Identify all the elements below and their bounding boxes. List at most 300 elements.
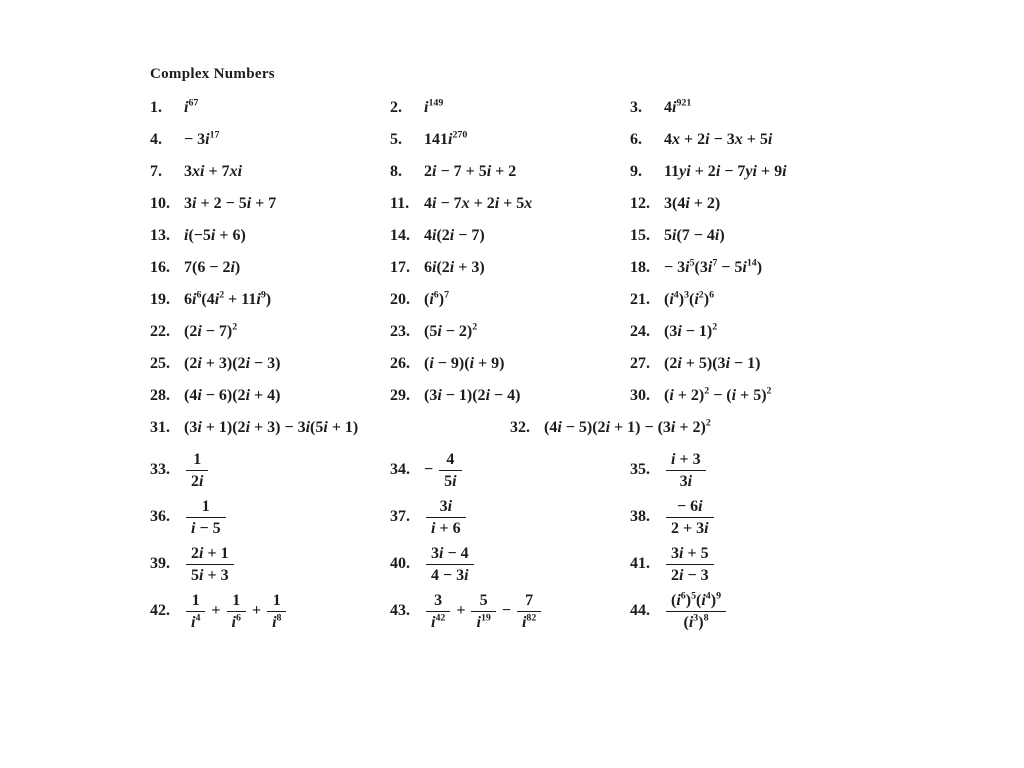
- problem-expression: $(3i - 1)^2$: [664, 321, 718, 340]
- fraction-numerator: i + 3: [671, 450, 701, 468]
- problem-row: [150, 543, 870, 585]
- problem-expression: $(5i - 2)^2$: [424, 321, 478, 340]
- problem-expression: 3i + 2 − 5i + 7: [184, 194, 277, 212]
- problem-item: [390, 323, 630, 341]
- exponent: 42: [435, 612, 446, 624]
- exponent: 921: [676, 97, 692, 109]
- problem-number: 23.: [390, 322, 410, 340]
- fraction-numerator: 3i: [439, 497, 453, 515]
- variable: x: [734, 130, 743, 148]
- problem-number: 43.: [390, 602, 410, 619]
- problem-expression: [424, 99, 443, 117]
- problem-item: [150, 544, 390, 585]
- exponent: 9: [260, 289, 266, 301]
- fraction: [186, 591, 205, 632]
- problem-number: 17.: [390, 258, 410, 276]
- fraction-numerator: 1: [232, 591, 241, 609]
- variable: i: [205, 130, 210, 148]
- variable: i: [246, 194, 252, 212]
- variable: i: [431, 519, 436, 537]
- problem-row: [150, 289, 870, 310]
- problem-number: 29.: [390, 386, 410, 404]
- problem-item: [510, 419, 870, 437]
- problem-number: 44.: [630, 602, 650, 619]
- variable: i: [210, 226, 216, 244]
- problem-number: 16.: [150, 258, 170, 276]
- exponent: 2: [704, 385, 710, 397]
- problem-expression: [184, 99, 198, 117]
- fraction-numerator: 1: [272, 591, 281, 609]
- exponent: 8: [703, 612, 709, 624]
- exponent: 2: [219, 289, 225, 301]
- problem-cell: [150, 419, 510, 437]
- problem-expression: (3i − 1)(2i − 4): [424, 386, 521, 404]
- fraction: [517, 591, 541, 632]
- problem-cell: [630, 450, 870, 491]
- problem-expression: [664, 450, 708, 491]
- problem-cell: [390, 387, 630, 405]
- problem-cell: [150, 99, 390, 117]
- problem-expression: $6i^6(4i^2 + 11i^9)$: [184, 289, 272, 308]
- variable: i: [687, 472, 693, 490]
- problem-item: [150, 227, 390, 245]
- variable: i: [191, 519, 196, 537]
- exponent: 4: [705, 590, 711, 602]
- problem-row: [150, 353, 870, 374]
- variable: i: [199, 472, 204, 490]
- fraction-numerator: 2i + 1: [191, 544, 229, 562]
- problem-cell: [390, 195, 630, 213]
- problem-expression: − $\frac{4}{5i}$: [424, 450, 464, 491]
- problem-number: 34.: [390, 461, 410, 478]
- exponent: 9: [716, 590, 722, 602]
- problem-number: 20.: [390, 290, 410, 308]
- fraction: [426, 544, 474, 585]
- problem-expression: [184, 544, 236, 585]
- variable: i: [245, 418, 251, 436]
- variable: x: [461, 194, 470, 212]
- problem-cell: [150, 131, 390, 149]
- problem-row: [150, 496, 870, 538]
- problem-number: 12.: [630, 194, 650, 212]
- problem-number: 33.: [150, 461, 170, 478]
- variable: i: [272, 613, 277, 631]
- problem-number: 5.: [390, 130, 402, 148]
- problem-cell: [390, 497, 630, 538]
- problem-item: [150, 323, 390, 341]
- variable: y: [745, 162, 753, 180]
- exponent: 2: [712, 321, 718, 333]
- variable: i: [231, 613, 236, 631]
- variable: i: [707, 258, 713, 276]
- problem-row: [150, 449, 870, 491]
- fraction-numerator: − 6i: [677, 497, 703, 515]
- problem-row: [150, 225, 870, 246]
- fraction-denominator: [426, 611, 450, 632]
- problem-cell: [150, 450, 390, 491]
- variable: i: [256, 290, 261, 308]
- exponent: 17: [209, 129, 220, 141]
- problem-number: 26.: [390, 354, 410, 372]
- problem-number: 37.: [390, 508, 410, 525]
- problem-number: 30.: [630, 386, 650, 404]
- problem-expression: 2i − 7 + 5i + 2: [424, 162, 517, 180]
- problem-item: [390, 227, 630, 245]
- problem-cell: [390, 259, 630, 277]
- problem-expression: $(i^4)^3(i^2)^6$: [664, 289, 715, 308]
- variable: i: [752, 162, 757, 180]
- problem-expression: 3(4i + 2): [664, 194, 721, 212]
- problem-item: [390, 450, 630, 491]
- fraction-numerator: 3i − 4: [431, 544, 469, 562]
- problem-number: 14.: [390, 226, 410, 244]
- variable: i: [439, 544, 444, 562]
- exponent: 14: [746, 257, 757, 269]
- exponent: 7: [444, 289, 450, 301]
- variable: i: [245, 354, 251, 372]
- exponent: 3: [684, 289, 690, 301]
- exponent: 270: [452, 129, 468, 141]
- problem-cell: [390, 131, 630, 149]
- problem-item: [630, 195, 870, 213]
- variable: i: [429, 290, 434, 308]
- fraction-denominator: 5i: [439, 470, 461, 491]
- problem-number: 22.: [150, 322, 170, 340]
- variable: y: [679, 162, 687, 180]
- fraction: [426, 497, 466, 538]
- problem-expression: 4i − 7x + 2i + 5x: [424, 194, 533, 212]
- problem-number: 39.: [150, 555, 170, 572]
- problem-item: [150, 355, 390, 373]
- problem-expression: $141i^{270}$: [424, 129, 468, 148]
- fraction-denominator: [267, 611, 286, 632]
- problem-expression: (2i + 5)(3i − 1): [664, 354, 761, 372]
- problem-cell: [150, 291, 390, 309]
- variable: i: [245, 386, 251, 404]
- variable: i: [672, 226, 677, 244]
- fraction-denominator: 2i: [186, 470, 208, 491]
- problem-expression: 11yi + 2i − 7yi + 9i: [664, 162, 787, 180]
- problem-item: [630, 544, 870, 585]
- variable: i: [448, 130, 453, 148]
- problem-item: [150, 591, 390, 632]
- variable: i: [197, 418, 202, 436]
- worksheet-page: [150, 66, 870, 637]
- problem-expression: (2i + 3)(2i − 3): [184, 354, 281, 372]
- variable: i: [200, 162, 205, 180]
- problem-cell: [390, 450, 630, 491]
- variable: i: [685, 194, 690, 212]
- fraction-denominator: i + 6: [426, 517, 466, 538]
- problem-number: 28.: [150, 386, 170, 404]
- fraction-denominator: $(i^3)^8$: [666, 611, 726, 632]
- problem-expression: i(−5i + 6): [184, 226, 246, 244]
- variable: i: [230, 258, 235, 276]
- problem-cell: [150, 355, 390, 373]
- problem-cell: [150, 163, 390, 181]
- problem-item: [390, 387, 630, 405]
- exponent: 3: [693, 612, 699, 624]
- variable: i: [464, 566, 469, 584]
- problem-item: [150, 387, 390, 405]
- fraction: [186, 450, 208, 491]
- fraction-denominator: i − 5: [186, 517, 226, 538]
- problem-item: [630, 591, 870, 632]
- exponent: 5: [691, 590, 697, 602]
- variable: i: [701, 591, 706, 609]
- variable: i: [449, 226, 455, 244]
- fraction-numerator: 7: [525, 591, 534, 609]
- fraction-denominator: [517, 611, 541, 632]
- problem-item: [150, 259, 390, 277]
- problem-cell: [630, 99, 870, 117]
- problem-number: 19.: [150, 290, 170, 308]
- problem-cell: [390, 591, 630, 632]
- fraction: [426, 591, 450, 632]
- variable: i: [669, 386, 674, 404]
- exponent: 149: [428, 97, 444, 109]
- fraction: [186, 497, 226, 538]
- problem-item: [630, 99, 870, 117]
- problem-item: [390, 497, 630, 538]
- problem-expression: 5i(7 − 4i): [664, 226, 725, 244]
- fraction-denominator: 3i: [666, 470, 706, 491]
- problem-expression: (3i + 1)(2i + 3) − 3i(5i + 1): [184, 418, 359, 436]
- variable: i: [694, 290, 699, 308]
- problem-cell: [510, 419, 870, 437]
- problem-expression: [664, 591, 728, 632]
- variable: i: [705, 130, 710, 148]
- problem-number: 38.: [630, 508, 650, 525]
- problem-cell: [630, 323, 870, 341]
- problem-item: [630, 450, 870, 491]
- variable: i: [431, 613, 436, 631]
- variable: i: [731, 386, 737, 404]
- problem-expression: − $3i^5(3i^7 - 5i^{14})$: [664, 257, 763, 276]
- fraction: [666, 544, 714, 585]
- variable: i: [715, 162, 721, 180]
- variable: i: [432, 162, 437, 180]
- variable: i: [688, 613, 694, 631]
- variable: i: [670, 418, 676, 436]
- problem-row: [150, 385, 870, 406]
- variable: i: [197, 386, 202, 404]
- problem-number: 11.: [390, 194, 410, 212]
- problem-expression: [184, 497, 228, 538]
- variable: i: [432, 194, 437, 212]
- variable: i: [676, 591, 681, 609]
- problem-number: 40.: [390, 555, 410, 572]
- variable: i: [704, 519, 709, 537]
- fraction-numerator: 3i + 5: [671, 544, 709, 562]
- problem-item: [390, 99, 630, 117]
- problem-expression: (4i − 6)(2i + 4): [184, 386, 281, 404]
- problems-list: [150, 97, 870, 632]
- problem-number: 4.: [150, 130, 162, 148]
- variable: i: [214, 290, 220, 308]
- fraction-denominator: [227, 611, 246, 632]
- fraction-numerator: 1: [191, 591, 200, 609]
- problem-cell: [630, 163, 870, 181]
- problem-expression: 4x + 2i − 3x + 5i: [664, 130, 773, 148]
- problem-item: [390, 544, 630, 585]
- variable: i: [671, 450, 676, 468]
- exponent: 4: [673, 289, 679, 301]
- variable: x: [192, 162, 200, 180]
- problem-cell: [630, 291, 870, 309]
- problem-expression: − $3i^{17}$: [184, 129, 220, 148]
- variable: i: [469, 354, 475, 372]
- problem-item: [630, 497, 870, 538]
- problem-cell: [390, 544, 630, 585]
- exponent: 6: [709, 289, 715, 301]
- problem-item: [150, 99, 390, 117]
- fraction-denominator: 4 − 3i: [426, 564, 474, 585]
- problem-cell: [150, 591, 390, 632]
- problem-cell: [150, 387, 390, 405]
- problem-expression: 3xi + 7xi: [184, 162, 243, 180]
- variable: i: [447, 497, 453, 515]
- problem-expression: [664, 544, 716, 585]
- fraction: [227, 591, 246, 632]
- exponent: 6: [196, 289, 202, 301]
- variable: i: [199, 566, 204, 584]
- problem-cell: [630, 227, 870, 245]
- fraction-denominator: 2 + 3i: [666, 517, 714, 538]
- problem-cell: [630, 195, 870, 213]
- problem-item: [630, 131, 870, 149]
- fraction-denominator: 2i − 3: [666, 564, 714, 585]
- exponent: 2: [698, 289, 704, 301]
- problem-number: 9.: [630, 162, 642, 180]
- problem-expression: 7(6 − 2i): [184, 258, 241, 276]
- fraction: [439, 450, 461, 491]
- problem-cell: [630, 497, 870, 538]
- problem-number: 10.: [150, 194, 170, 212]
- exponent: 82: [526, 612, 537, 624]
- problem-cell: [390, 99, 630, 117]
- variable: i: [686, 162, 691, 180]
- variable: i: [199, 544, 204, 562]
- variable: i: [486, 162, 492, 180]
- problem-row: [150, 257, 870, 278]
- variable: i: [742, 258, 747, 276]
- variable: i: [432, 226, 437, 244]
- variable: i: [521, 613, 527, 631]
- problem-cell: [390, 163, 630, 181]
- fraction: [666, 497, 714, 538]
- problem-row: [150, 161, 870, 182]
- problem-item: [390, 259, 630, 277]
- problem-expression: $(i + 2)^2 - (i + 5)^2$: [664, 385, 772, 404]
- variable: i: [197, 354, 202, 372]
- problem-number: 8.: [390, 162, 402, 180]
- problem-expression: $(i^6)^7$: [424, 289, 450, 308]
- variable: i: [437, 386, 442, 404]
- problem-item: [630, 323, 870, 341]
- variable: i: [429, 354, 434, 372]
- variable: i: [452, 472, 457, 490]
- variable: x: [229, 162, 238, 180]
- problem-number: 32.: [510, 418, 530, 436]
- problem-cell: [630, 544, 870, 585]
- fraction: [186, 544, 234, 585]
- problem-expression: [664, 497, 716, 538]
- variable: i: [494, 194, 500, 212]
- fraction-numerator: 4: [446, 450, 455, 468]
- variable: x: [524, 194, 533, 212]
- variable: i: [679, 544, 684, 562]
- problem-number: 13.: [150, 226, 170, 244]
- exponent: 6: [433, 289, 439, 301]
- problem-number: 35.: [630, 461, 650, 478]
- variable: i: [476, 613, 481, 631]
- fraction-numerator: 1: [201, 497, 210, 515]
- problem-item: [630, 259, 870, 277]
- variable: i: [305, 418, 311, 436]
- problem-item: [390, 163, 630, 181]
- problem-cell: [390, 323, 630, 341]
- problem-expression: (i − 9)(i + 9): [424, 354, 505, 372]
- variable: i: [605, 418, 611, 436]
- problem-number: 6.: [630, 130, 642, 148]
- fraction-numerator: 1: [193, 450, 202, 468]
- exponent: 8: [276, 612, 282, 624]
- exponent: 7: [712, 257, 718, 269]
- problem-expression: $\frac{3}{i^{42}}$ + $\frac{5}{i^{19}}$ − $\frac{7}{i^{82}}$: [424, 591, 543, 632]
- fraction-numerator: 3: [434, 591, 443, 609]
- fraction-denominator: 5i + 3: [186, 564, 234, 585]
- problem-item: [630, 227, 870, 245]
- problem-item: [630, 163, 870, 181]
- problem-number: 18.: [630, 258, 650, 276]
- problem-expression: $\frac{1}{i^4}$ + $\frac{1}{i^6}$ + $\frac{1}{i^8}$: [184, 591, 288, 632]
- variable: i: [192, 290, 197, 308]
- problem-cell: [150, 497, 390, 538]
- variable: i: [677, 354, 682, 372]
- problem-item: [150, 419, 510, 437]
- problem-item: [150, 497, 390, 538]
- variable: i: [485, 386, 491, 404]
- problem-row: [150, 590, 870, 632]
- problem-cell: [630, 131, 870, 149]
- variable: i: [184, 226, 189, 244]
- problem-item: [150, 450, 390, 491]
- problem-row: [150, 321, 870, 342]
- problem-number: 42.: [150, 602, 170, 619]
- problem-cell: [390, 355, 630, 373]
- problem-expression: [424, 497, 468, 538]
- exponent: 6: [680, 590, 686, 602]
- problem-number: 31.: [150, 418, 170, 436]
- variable: i: [679, 566, 684, 584]
- variable: i: [449, 258, 455, 276]
- problem-number: 36.: [150, 508, 170, 525]
- fraction-denominator: [186, 611, 205, 632]
- variable: i: [782, 162, 787, 180]
- problem-cell: [630, 591, 870, 632]
- variable: i: [672, 98, 677, 116]
- problem-expression: [424, 544, 476, 585]
- variable: i: [197, 322, 202, 340]
- problem-cell: [150, 227, 390, 245]
- problem-number: 15.: [630, 226, 650, 244]
- fraction: [267, 591, 286, 632]
- problem-row: [150, 97, 870, 118]
- problem-item: [630, 291, 870, 309]
- problem-item: [150, 131, 390, 149]
- problem-row: [150, 193, 870, 214]
